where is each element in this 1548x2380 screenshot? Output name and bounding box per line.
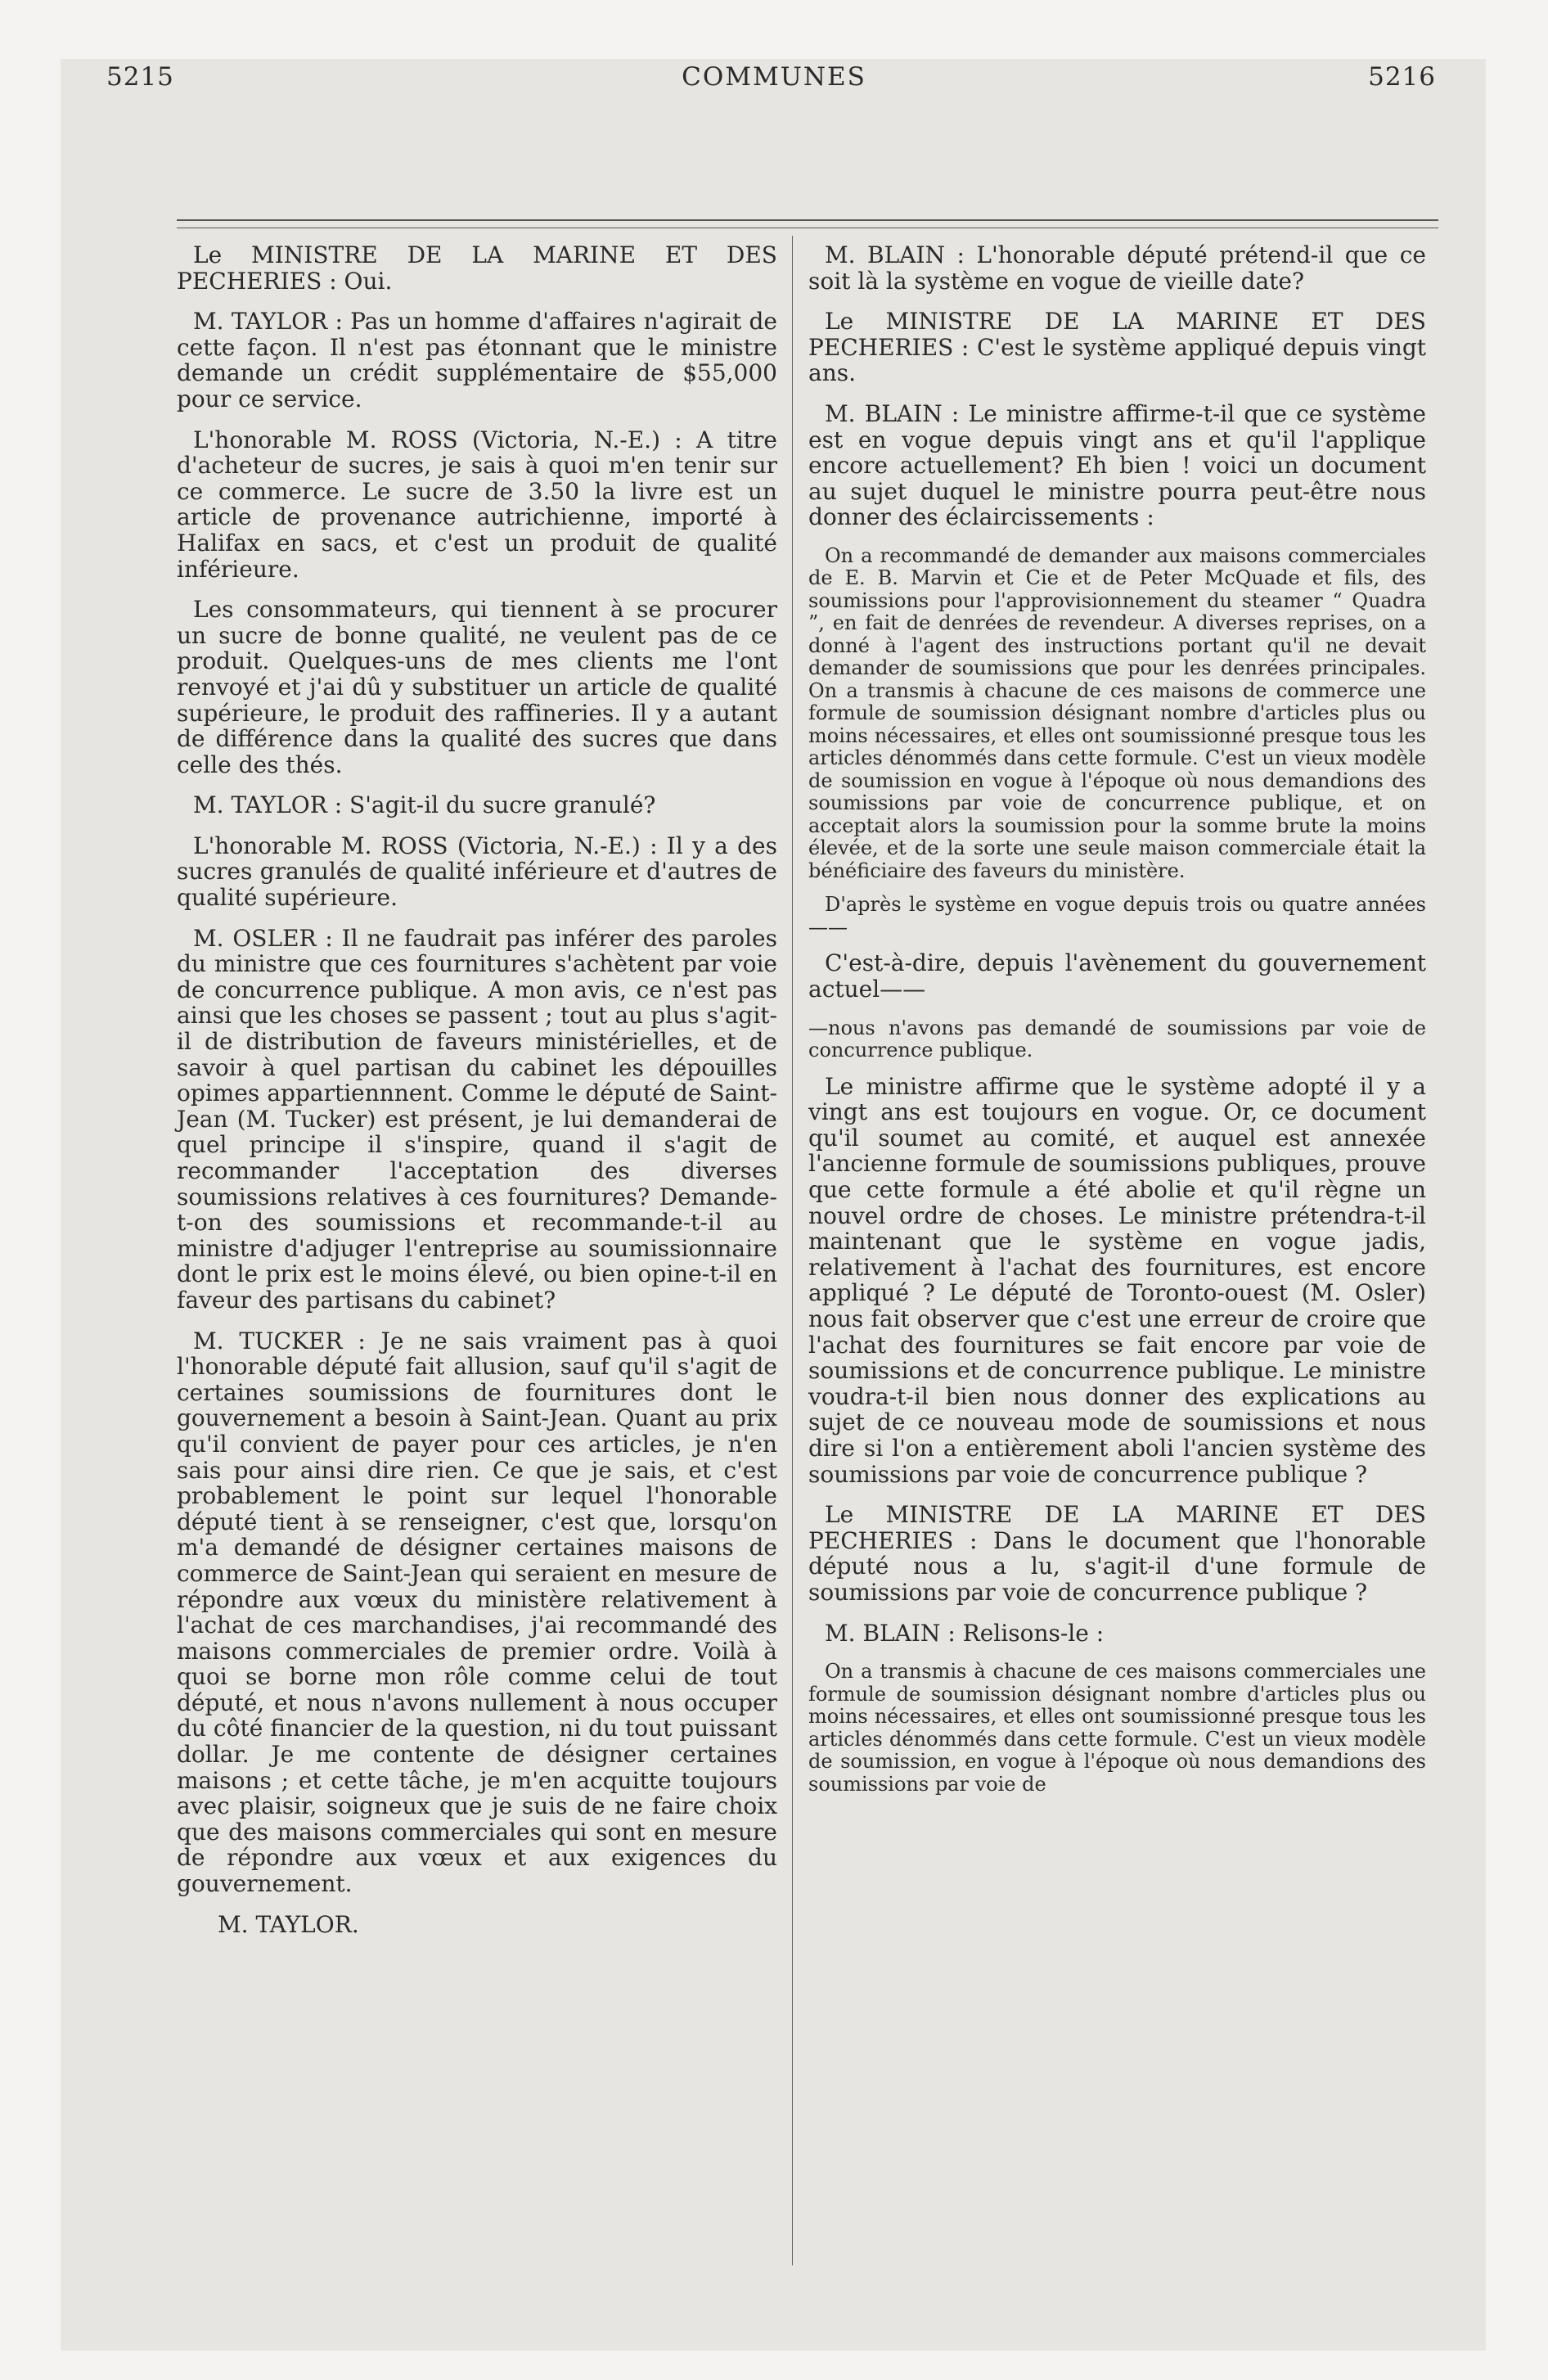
quoted-document: On a transmis à chacune de ces maisons commerciales une formule de soumission désignant nombre d'articles plus ou moins nécessaires, et elles ont soumissionné presque tous les articles dénommés dans cette formule. C'est un vieux modèle de soumission, en vogue à l'époque où nous demandions des soumissions par voie de [808, 1660, 1426, 1796]
paragraph: L'honorable M. ROSS (Victoria, N.-E.) : Il y a des sucres granulés de qualité inférieure et d'autres de qualité supérieure. [177, 832, 777, 912]
speaker-name: M. TAYLOR. [218, 1910, 359, 1938]
paragraph: M. TUCKER : Je ne sais vraiment pas à quoi l'honorable député fait allusion, sauf qu'il s'agit de certaines soumissions de fournitures dont le gouvernement a besoin à Saint-Jean. Quant au prix qu'il convient de payer pour ces articles, je n'en sais pour ainsi dire rien. Ce que je sais, et c'est probablement le point sur lequel l'honorable député tient à se renseigner, c'est que, lorsqu'on m'a demandé de désigner certaines maisons de commerce de Saint-Jean qui seraient en mesure de répondre aux vœux du ministère relativement à l'achat de ces marchandises, j'ai recommandé des maisons commerciales de premier ordre. Voilà à quoi se borne mon rôle comme celui de tout député, et nous n'avons nullement à nous occuper du côté financier de la question, ni du tout puissant dollar. Je me contente de désigner certaines maisons ; et cette tâche, je m'en acquitte toujours avec plaisir, soigneux que je suis de ne faire choix que des maisons commerciales qui sont en mesure de répondre aux vœux et aux exigences du gouvernement. [177, 1327, 777, 1898]
paragraph: Le MINISTRE DE LA MARINE ET DES PECHERIES : C'est le système appliqué depuis vingt ans. [808, 308, 1426, 387]
running-title: COMMUNES [682, 62, 866, 92]
quoted-document: —nous n'avons pas demandé de soumissions par voie de concurrence publique. [808, 1016, 1426, 1062]
page-number-left: 5215 [106, 62, 174, 92]
quoted-document: D'après le système en vogue depuis trois ou quatre années—— [808, 893, 1426, 939]
header-rule [177, 219, 1438, 221]
paragraph: M. TAYLOR : Pas un homme d'affaires n'agirait de cette façon. Il n'est pas étonnant que le ministre demande un crédit supplémentaire de $55,000 pour ce service. [177, 308, 777, 412]
paragraph: M. BLAIN : Le ministre affirme-t-il que ce système est en vogue depuis vingt ans et qu'il l'applique encore actuellement? Eh bien ! voici un document au sujet duquel le ministre pourra peut-être nous donner des éclaircissements : [808, 399, 1426, 531]
left-column [177, 242, 777, 1952]
paragraph: M. BLAIN : L'honorable député prétend-il que ce soit là la système en vogue de vieille date? [808, 241, 1426, 295]
quoted-document: On a recommandé de demander aux maisons commerciales de E. B. Marvin et Cie et de Peter McQuade et fils, des soumissions pour l'approvisionnement du steamer “ Quadra ”, en fait de denrées de revendeur. A diverses reprises, on a donné à l'agent des instructions portant qu'il ne devait demander de soumissions que pour les denrées principales. On a transmis à chacune de ces maisons de commerce une formule de soumission désignant nombre d'articles plus ou moins nécessaires, et elles ont soumissionné presque tous les articles dénommés dans cette formule. C'est un vieux modèle de soumission en vogue à l'époque où nous demandions des soumissions par voie de concurrence publique, et on acceptait alors la soumission pour la somme brute la moins élevée, et de la sorte une seule maison commerciale était la bénéficiaire des faveurs du ministère. [808, 543, 1426, 882]
paragraph: M. BLAIN : Relisons-le : [825, 1619, 1105, 1647]
page-number-right: 5216 [1368, 62, 1436, 92]
paragraph: Les consommateurs, qui tiennent à se procurer un sucre de bonne qualité, ne veulent pas de ce produit. Quelques-uns de mes clients me l'ont renvoyé et j'ai dû y substituer un article de qualité supérieure, le produit des raffineries. Il y a autant de différence dans la qualité des sucres que dans celle des thés. [177, 596, 777, 778]
paragraph: M. OSLER : Il ne faudrait pas inférer des paroles du ministre que ces fournitures s'achètent par voie de concurrence publique. A mon avis, ce n'est pas ainsi que les choses se passent ; tout au plus s'agit-il de distribution de faveurs ministérielles, et de savoir à quel partisan du cabinet les dépouilles opimes appartiennnent. Comme le député de Saint-Jean (M. Tucker) est présent, je lui demanderai de quel principe il s'inspire, quand il s'agit de recommander l'acceptation des diverses soumissions relatives à ces fournitures? Demande-t-on des soumissions et recommande-t-il au ministre d'adjuger l'entreprise au soumissionnaire dont le prix est le moins élevé, ou bien opine-t-il en faveur des partisans du cabinet? [177, 924, 777, 1314]
paragraph: Le MINISTRE DE LA MARINE ET DES PECHERIES : Dans le document que l'honorable député nous a lu, s'agit-il d'une formule de soumissions par voie de concurrence publique ? [808, 1501, 1426, 1606]
paragraph: M. TAYLOR : S'agit-il du sucre granulé? [193, 791, 656, 819]
right-column [808, 242, 1426, 1807]
paragraph: Le MINISTRE DE LA MARINE ET DES PECHERIES : Oui. [177, 241, 777, 295]
paragraph: Le ministre affirme que le système adopté il y a vingt ans est toujours en vogue. Or, ce document qu'il soumet au comité, et auquel est annexée l'ancienne formule de soumissions publiques, prouve que cette formule a été abolie et qu'il règne un nouvel ordre de choses. Le ministre prétendra-t-il maintenant que le système en vogue jadis, relativement à l'achat des fournitures, est encore appliqué ? Le député de Toronto-ouest (M. Osler) nous fait observer que c'est une erreur de croire que l'achat des fournitures se fait encore par voie de soumissions et de concurrence publique. Le ministre voudra-t-il bien nous donner des explications au sujet de ce nouveau mode de soumissions et nous dire si l'on a entièrement aboli l'ancien système des soumissions par voie de concurrence publique ? [808, 1072, 1426, 1488]
paragraph: L'honorable M. ROSS (Victoria, N.-E.) : A titre d'acheteur de sucres, je sais à quoi m'en tenir sur ce commerce. Le sucre de 3.50 la livre est un article de provenance autrichienne, importé à Halifax en sacs, et c'est un produit de qualité inférieure. [177, 426, 777, 583]
column-divider [792, 236, 793, 2265]
paragraph: C'est-à-dire, depuis l'avènement du gouvernement actuel—— [808, 949, 1426, 1003]
